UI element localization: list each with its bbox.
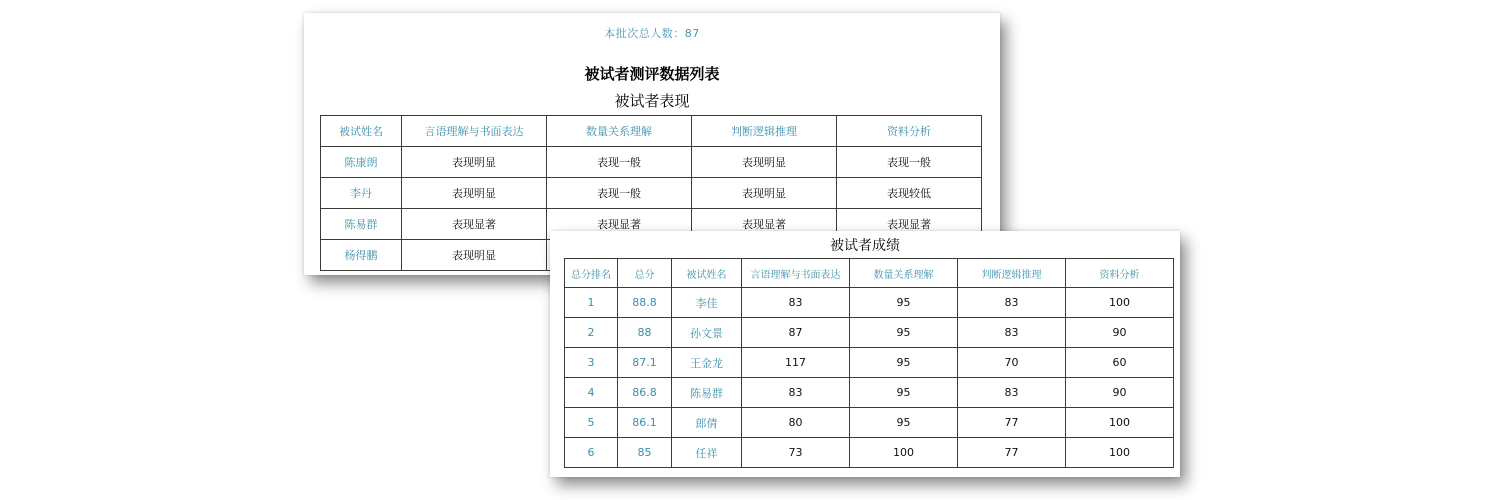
table-row <box>321 147 982 178</box>
score-table <box>564 258 1174 468</box>
table-row <box>321 178 982 209</box>
table-cell: 表现较低 <box>837 178 982 209</box>
table-cell: 90 <box>1066 318 1174 348</box>
table-cell: 95 <box>850 378 958 408</box>
table-cell: 100 <box>850 438 958 468</box>
examinee-name-link[interactable]: 陈易群 <box>321 209 402 240</box>
table-cell: 表现一般 <box>547 147 692 178</box>
table-header-row <box>565 259 1174 288</box>
table-cell: 60 <box>1066 348 1174 378</box>
table-cell: 83 <box>958 288 1066 318</box>
rank-cell: 3 <box>565 348 618 378</box>
table-cell: 表现明显 <box>402 240 547 271</box>
table-cell: 表现显著 <box>402 209 547 240</box>
table-row <box>565 348 1174 378</box>
examinee-name-link[interactable]: 孙文景 <box>672 318 742 348</box>
examinee-name-link[interactable]: 杨得鹏 <box>321 240 402 271</box>
total-score-cell: 86.1 <box>618 408 672 438</box>
table-cell: 表现明显 <box>402 178 547 209</box>
table-cell: 77 <box>958 438 1066 468</box>
column-header-verbal[interactable]: 言语理解与书面表达 <box>402 116 547 147</box>
table-cell: 83 <box>742 288 850 318</box>
table-cell: 83 <box>958 378 1066 408</box>
table-cell: 100 <box>1066 408 1174 438</box>
column-header-data-analysis[interactable]: 资料分析 <box>1066 259 1174 288</box>
table-cell: 表现明显 <box>692 147 837 178</box>
table-cell: 95 <box>850 348 958 378</box>
rank-cell: 1 <box>565 288 618 318</box>
performance-section-title: 被试者表现 <box>614 92 690 110</box>
column-header-quantitative[interactable]: 数量关系理解 <box>850 259 958 288</box>
table-cell: 表现一般 <box>547 178 692 209</box>
column-header-verbal[interactable]: 言语理解与书面表达 <box>742 259 850 288</box>
table-cell: 表现明显 <box>692 178 837 209</box>
table-cell: 90 <box>1066 378 1174 408</box>
table-cell: 83 <box>958 318 1066 348</box>
rank-cell: 6 <box>565 438 618 468</box>
column-header-total[interactable]: 总分 <box>618 259 672 288</box>
examinee-name-link[interactable]: 任祥 <box>672 438 742 468</box>
total-score-cell: 87.1 <box>618 348 672 378</box>
table-cell: 100 <box>1066 288 1174 318</box>
rank-cell: 2 <box>565 318 618 348</box>
table-cell: 95 <box>850 288 958 318</box>
column-header-logic[interactable]: 判断逻辑推理 <box>692 116 837 147</box>
table-cell: 87 <box>742 318 850 348</box>
examinee-name-link[interactable]: 王金龙 <box>672 348 742 378</box>
table-row <box>565 378 1174 408</box>
table-cell: 73 <box>742 438 850 468</box>
table-cell: 95 <box>850 318 958 348</box>
table-cell: 80 <box>742 408 850 438</box>
table-row <box>565 408 1174 438</box>
table-cell: 77 <box>958 408 1066 438</box>
examinee-name-link[interactable]: 陈易群 <box>672 378 742 408</box>
table-cell: 70 <box>958 348 1066 378</box>
score-report-card <box>550 231 1180 477</box>
column-header-data-analysis[interactable]: 资料分析 <box>837 116 982 147</box>
table-cell: 表现显著 <box>837 209 982 240</box>
column-header-quantitative[interactable]: 数量关系理解 <box>547 116 692 147</box>
table-cell: 100 <box>1066 438 1174 468</box>
table-cell: 表现明显 <box>402 147 547 178</box>
table-cell: 95 <box>850 408 958 438</box>
batch-total-count: 本批次总人数：87 <box>604 27 700 40</box>
total-score-cell: 88.8 <box>618 288 672 318</box>
score-section-title: 被试者成绩 <box>830 238 900 254</box>
column-header-name[interactable]: 被试姓名 <box>321 116 402 147</box>
column-header-rank[interactable]: 总分排名 <box>565 259 618 288</box>
examinee-name-link[interactable]: 李佳 <box>672 288 742 318</box>
examinee-name-link[interactable]: 李丹 <box>321 178 402 209</box>
table-cell: 117 <box>742 348 850 378</box>
table-row <box>565 438 1174 468</box>
examinee-name-link[interactable]: 陈康朗 <box>321 147 402 178</box>
table-cell: 83 <box>742 378 850 408</box>
table-row <box>565 288 1174 318</box>
table-cell: 表现显著 <box>547 209 692 240</box>
total-score-cell: 88 <box>618 318 672 348</box>
table-cell: 表现显著 <box>692 209 837 240</box>
table-row <box>565 318 1174 348</box>
page-title: 被试者测评数据列表 <box>584 65 720 83</box>
rank-cell: 5 <box>565 408 618 438</box>
table-header-row <box>321 116 982 147</box>
total-score-cell: 85 <box>618 438 672 468</box>
table-cell: 表现一般 <box>837 147 982 178</box>
total-score-cell: 86.8 <box>618 378 672 408</box>
column-header-logic[interactable]: 判断逻辑推理 <box>958 259 1066 288</box>
rank-cell: 4 <box>565 378 618 408</box>
column-header-name[interactable]: 被试姓名 <box>672 259 742 288</box>
examinee-name-link[interactable]: 郎倩 <box>672 408 742 438</box>
